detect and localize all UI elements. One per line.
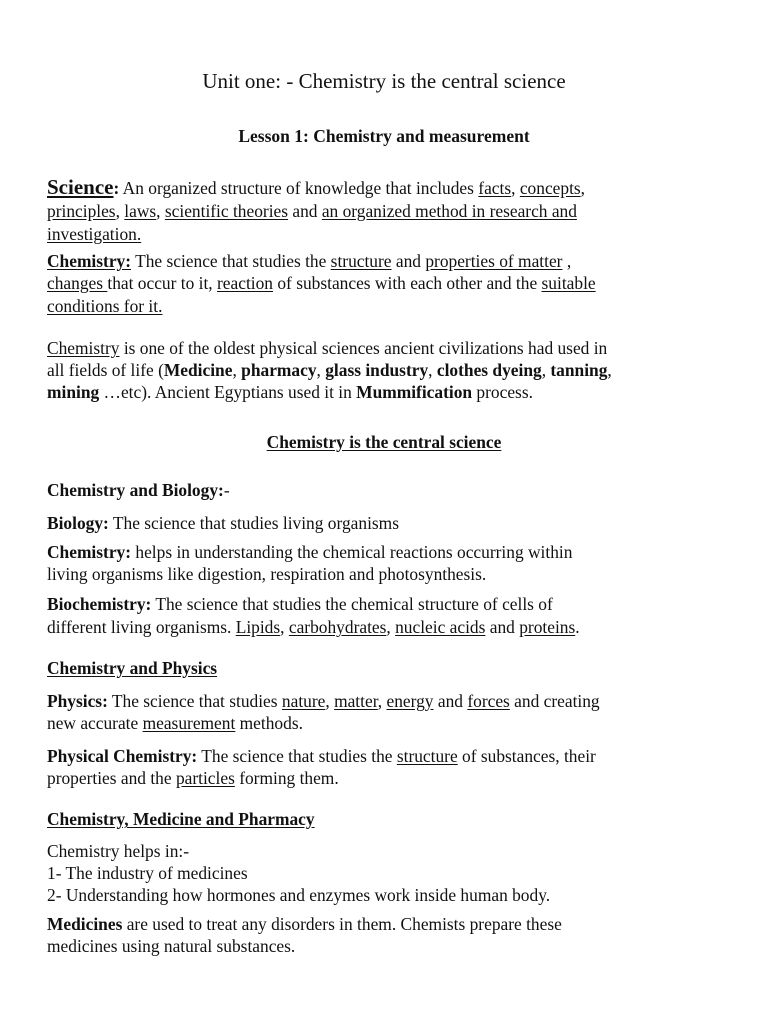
text: forming them. xyxy=(234,768,339,788)
text: and xyxy=(391,251,426,271)
term-biochemistry: Biochemistry: xyxy=(47,594,152,614)
sep: , xyxy=(232,360,242,380)
term-facts: facts xyxy=(478,178,512,198)
physics-line-1 xyxy=(47,690,600,712)
sep: , xyxy=(428,360,437,380)
chemistry-biology-line-2: living organisms like digestion, respiration and photosynthesis. xyxy=(47,564,487,584)
term-structure: structure xyxy=(330,251,392,271)
heading-text: Chemistry and Biology: xyxy=(47,480,224,500)
term-mining: mining xyxy=(47,382,100,402)
physical-chemistry-line-1 xyxy=(47,745,596,767)
term-tanning: tanning xyxy=(550,360,608,380)
sep: and xyxy=(433,691,468,711)
chemistry-definition-line-1 xyxy=(47,250,571,272)
sep: , xyxy=(115,201,125,221)
list-item: 1- The industry of medicines xyxy=(47,863,248,883)
sep: . xyxy=(575,617,580,637)
sep: , xyxy=(541,360,551,380)
list-item: 2- Understanding how hormones and enzymes work inside human body. xyxy=(47,885,551,905)
term-mummification: Mummification xyxy=(356,382,473,402)
text: The science that studies the chemical structure of cells of xyxy=(151,594,553,614)
text: The science that studies xyxy=(107,691,282,711)
science-definition-line-3 xyxy=(47,223,141,245)
text: are used to treat any disorders in them. Chemists prepare these xyxy=(122,914,562,934)
physical-chemistry-line-2 xyxy=(47,767,339,789)
term-reaction: reaction xyxy=(217,273,274,293)
sep: , xyxy=(156,201,165,221)
text: The science that studies living organisms xyxy=(108,513,399,533)
biology-definition xyxy=(47,512,399,534)
biochemistry-line-2 xyxy=(47,616,580,638)
sep: , xyxy=(580,178,586,198)
sep: and xyxy=(485,617,520,637)
text: all fields of life ( xyxy=(47,360,164,380)
term-energy: energy xyxy=(386,691,434,711)
science-definition-line-1 xyxy=(47,176,585,199)
term-investigation: investigation. xyxy=(47,224,142,244)
term-organized-method: an organized method in research and xyxy=(321,201,577,221)
term-medicines: Medicines xyxy=(47,914,123,934)
term-chemistry: Chemistry: xyxy=(47,542,132,562)
history-line-1 xyxy=(47,337,607,359)
term-concepts: concepts xyxy=(519,178,581,198)
physics-section-heading: Chemistry and Physics xyxy=(47,658,218,678)
medicine-section-heading: Chemistry, Medicine and Pharmacy xyxy=(47,809,315,829)
chemistry-definition-line-2 xyxy=(47,272,596,294)
text: of substances, their xyxy=(457,746,596,766)
text: methods. xyxy=(235,713,303,733)
term-nucleic-acids: nucleic acids xyxy=(395,617,486,637)
chemistry-term: Chemistry: xyxy=(47,251,132,271)
term-pharmacy: pharmacy xyxy=(241,360,317,380)
term-carbohydrates: carbohydrates xyxy=(288,617,387,637)
text: The science that studies the xyxy=(197,746,397,766)
science-term: Science xyxy=(47,175,114,199)
sep: , xyxy=(325,691,335,711)
term-principles: principles xyxy=(47,201,116,221)
text: The science that studies the xyxy=(131,251,331,271)
text: is one of the oldest physical sciences ancient civilizations had used in xyxy=(119,338,608,358)
science-intro: An organized structure of knowledge that includes xyxy=(119,178,479,198)
medicines-line-2: medicines using natural substances. xyxy=(47,936,296,956)
term-properties-of-matter: properties of matter xyxy=(425,251,563,271)
term-laws: laws xyxy=(124,201,157,221)
heading-suffix: - xyxy=(223,480,230,500)
physics-line-2 xyxy=(47,712,303,734)
page-title: Unit one: - Chemistry is the central science xyxy=(202,69,566,93)
sep: , xyxy=(607,360,612,380)
text: new accurate xyxy=(47,713,143,733)
biology-section-heading xyxy=(47,479,230,501)
term-conditions: conditions for it. xyxy=(47,296,163,316)
text: helps in understanding the chemical reactions occurring within xyxy=(131,542,573,562)
term-chemistry: Chemistry xyxy=(47,338,120,358)
sep: , xyxy=(316,360,326,380)
term-particles: particles xyxy=(175,768,235,788)
term-changes: changes xyxy=(47,273,108,293)
text: process. xyxy=(472,382,533,402)
sep: , xyxy=(386,617,396,637)
science-colon: : xyxy=(113,178,120,198)
term-biology: Biology: xyxy=(47,513,109,533)
central-science-heading: Chemistry is the central science xyxy=(266,432,502,452)
term-clothes-dyeing: clothes dyeing xyxy=(436,360,542,380)
term-scientific-theories: scientific theories xyxy=(164,201,289,221)
chemistry-biology-line-1 xyxy=(47,541,572,563)
text: properties and the xyxy=(47,768,176,788)
term-medicine: Medicine xyxy=(163,360,233,380)
text: …etc). Ancient Egyptians used it in xyxy=(99,382,357,402)
helps-in-line: Chemistry helps in:- xyxy=(47,841,190,861)
term-suitable: suitable xyxy=(541,273,596,293)
term-forces: forces xyxy=(467,691,510,711)
history-line-3 xyxy=(47,381,533,403)
term-glass-industry: glass industry xyxy=(325,360,429,380)
text: that occur to it, xyxy=(107,273,217,293)
sep: , xyxy=(377,691,387,711)
term-nature: nature xyxy=(281,691,326,711)
term-structure: structure xyxy=(396,746,458,766)
sep: and xyxy=(288,201,322,221)
science-definition-line-2 xyxy=(47,200,577,222)
biochemistry-line-1 xyxy=(47,593,553,615)
history-line-2 xyxy=(47,359,612,381)
term-physics: Physics: xyxy=(47,691,108,711)
term-lipids: Lipids xyxy=(235,617,281,637)
sep: , xyxy=(511,178,520,198)
text: of substances with each other and the xyxy=(273,273,542,293)
text: and creating xyxy=(509,691,600,711)
lesson-heading: Lesson 1: Chemistry and measurement xyxy=(238,126,530,146)
sep: , xyxy=(280,617,289,637)
medicines-line-1 xyxy=(47,913,562,935)
text: different living organisms. xyxy=(47,617,236,637)
term-matter: matter xyxy=(334,691,378,711)
term-physical-chemistry: Physical Chemistry: xyxy=(47,746,198,766)
term-proteins: proteins xyxy=(519,617,576,637)
term-measurement: measurement xyxy=(142,713,236,733)
chemistry-definition-line-3 xyxy=(47,295,162,317)
text: , xyxy=(562,251,572,271)
